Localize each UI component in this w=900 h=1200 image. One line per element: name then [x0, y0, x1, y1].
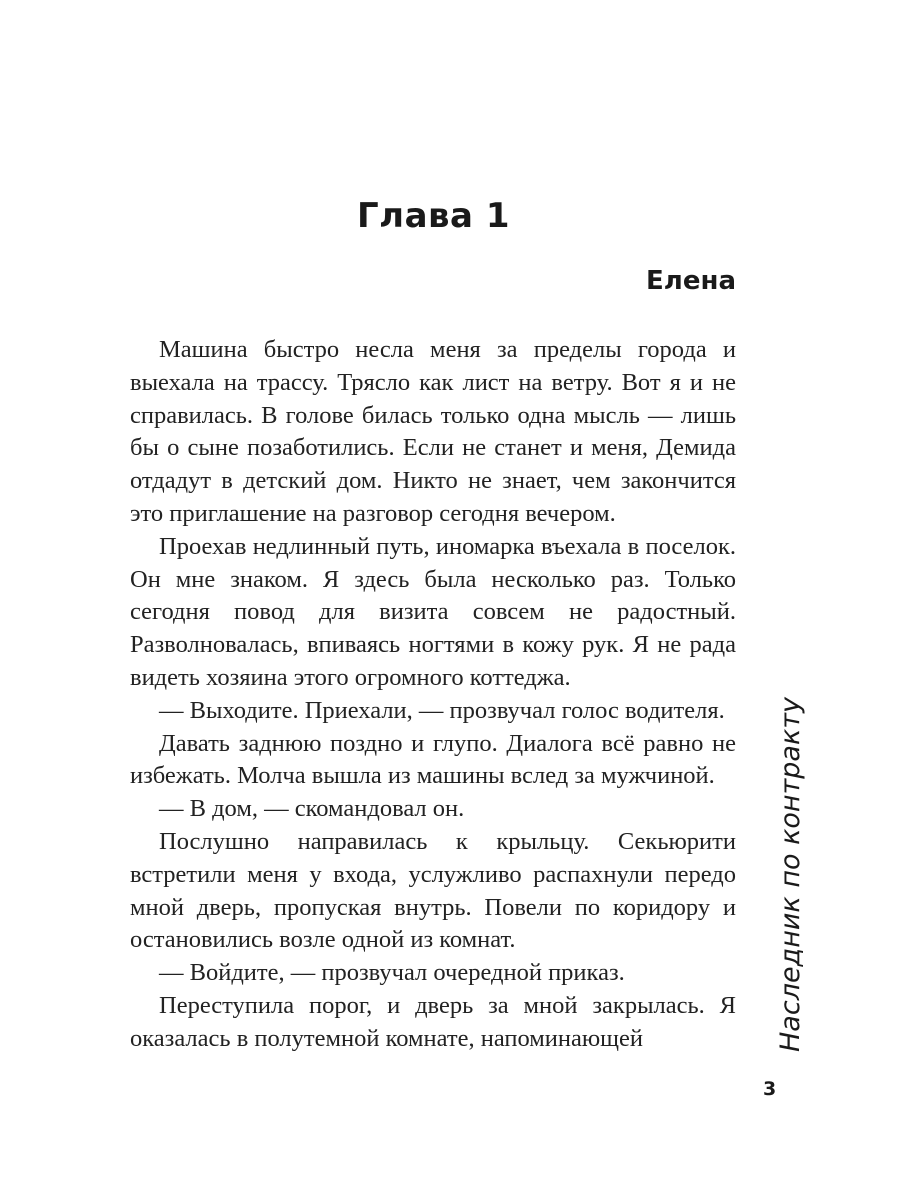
- paragraph: Машина быстро несла меня за пределы города и выехала на трассу. Трясло как лист на ветру. Вот я и не справилась. В голове билась только одна мысль — лишь бы о сыне позаботились. Если не станет и меня, Демида отдадут в детский дом. Никто не знает, чем закончится это приглашение на разговор сегодня вечером.: [130, 336, 736, 527]
- running-title: Наследник по контракту: [775, 697, 806, 1052]
- chapter-subtitle: Елена: [646, 266, 736, 296]
- paragraph: — В дом, — скомандовал он.: [159, 795, 465, 823]
- paragraph: Послушно направилась к крыльцу. Секьюрити встретили меня у входа, услужливо распахнули передо мной дверь, пропуская внутрь. Повели по коридору и остановились возле одной из комнат.: [130, 827, 736, 954]
- body-text: [130, 334, 736, 1056]
- paragraph: Проехав недлинный путь, иномарка въехала в поселок. Он мне знаком. Я здесь была несколько раз. Только сегодня повод для визита совсем не радостный. Разволновалась, впиваясь ногтями в кожу рук. Я не рада видеть хозяина этого огромного коттеджа.: [130, 532, 736, 691]
- paragraph: Переступила порог, и дверь за мной закрылась. Я оказалась в полутемной комнате, напоминающей: [130, 991, 736, 1052]
- paragraph: — Выходите. Приехали, — прозвучал голос водителя.: [159, 696, 725, 724]
- page-number: 3: [763, 1078, 777, 1100]
- paragraph: Давать заднюю поздно и глупо. Диалога всё равно не избежать. Молча вышла из машины вслед за мужчиной.: [130, 729, 736, 790]
- chapter-title: Глава 1: [357, 196, 510, 236]
- paragraph: — Войдите, — прозвучал очередной приказ.: [159, 959, 625, 987]
